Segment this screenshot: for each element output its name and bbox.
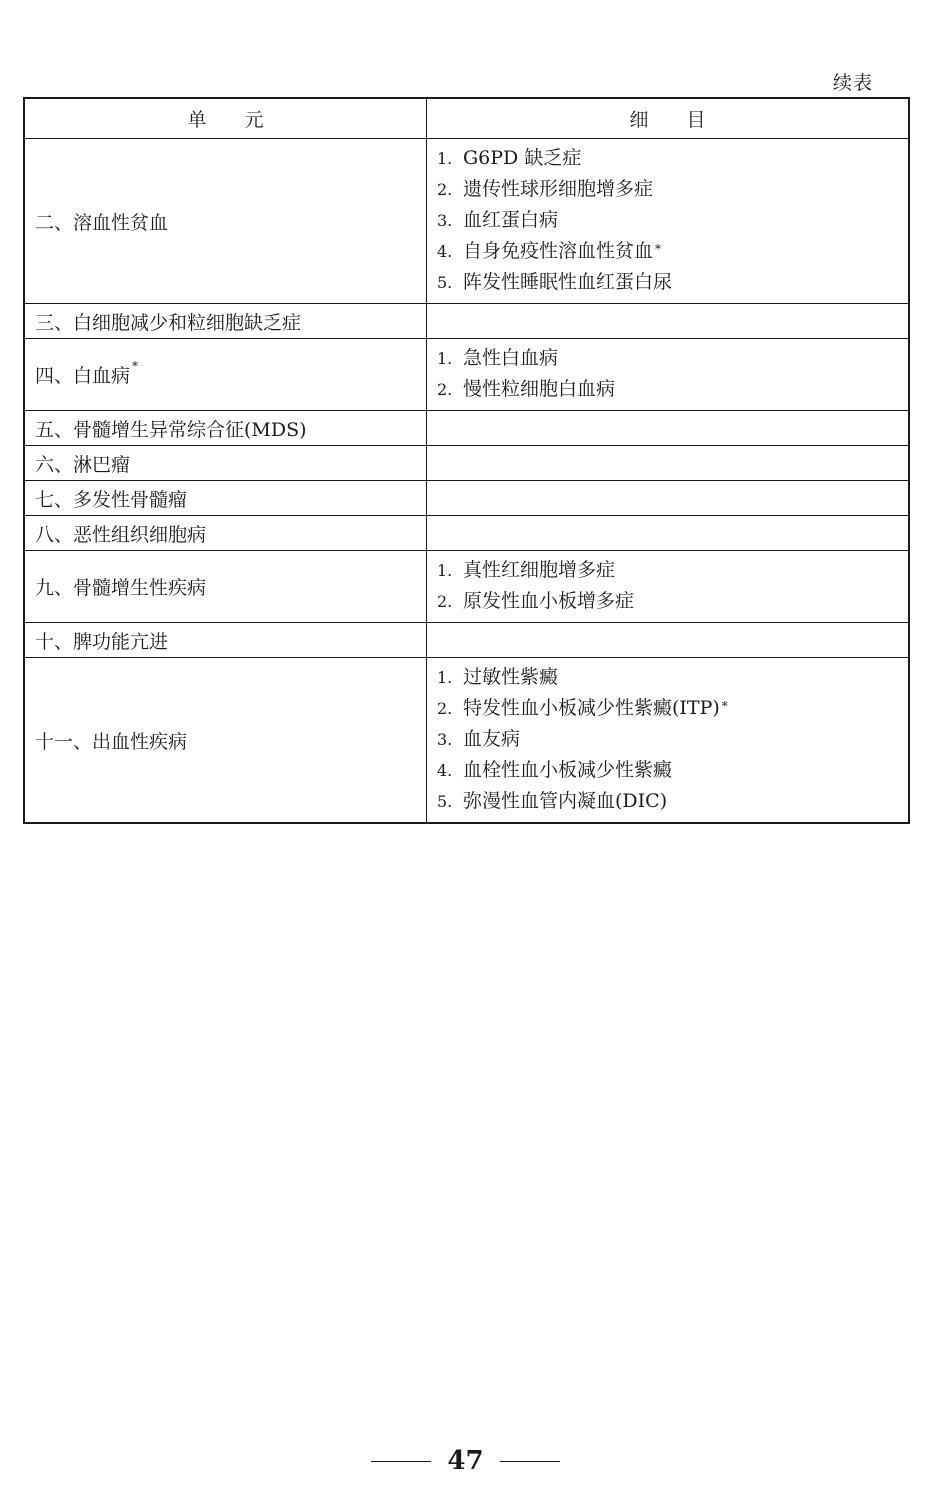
footer-rule-left [371, 1461, 431, 1462]
table-row [24, 623, 909, 658]
unit-cell [24, 411, 427, 446]
header-detail: 细 目 [427, 98, 910, 139]
list-item [437, 236, 898, 267]
item-number: 2. [437, 699, 453, 718]
detail-cell [427, 551, 910, 623]
header-unit: 单 元 [24, 98, 427, 139]
item-number: 4. [437, 242, 453, 261]
item-text: 急性白血病 [463, 347, 559, 369]
item-text: 原发性血小板增多症 [463, 590, 635, 612]
unit-text: 十、脾功能亢进 [35, 630, 169, 653]
table-row [24, 481, 909, 516]
table-row [24, 658, 909, 824]
unit-cell [24, 481, 427, 516]
item-number: 3. [437, 211, 453, 230]
item-text: 自身免疫性溶血性贫血 [463, 240, 654, 262]
unit-text: 十一、出血性疾病 [35, 730, 188, 753]
unit-text: 八、恶性组织细胞病 [35, 523, 207, 546]
item-number: 1. [437, 149, 453, 168]
list-item [437, 374, 898, 405]
list-item [437, 724, 898, 755]
syllabus-table [23, 97, 910, 824]
item-number: 2. [437, 592, 453, 611]
unit-text: 七、多发性骨髓瘤 [35, 488, 188, 511]
unit-text: 五、骨髓增生异常综合征(MDS) [35, 418, 307, 441]
detail-cell [427, 481, 910, 516]
table-row [24, 446, 909, 481]
item-text: 特发性血小板减少性紫癜(ITP) [463, 697, 720, 719]
unit-text: 九、骨髓增生性疾病 [35, 577, 207, 599]
list-item [437, 586, 898, 617]
list-item [437, 174, 898, 205]
table-row [24, 304, 909, 339]
detail-cell [427, 658, 910, 824]
item-number: 3. [437, 730, 453, 749]
list-item [437, 755, 898, 786]
table-row [24, 139, 909, 304]
table-row [24, 516, 909, 551]
item-number: 5. [437, 792, 453, 811]
item-number: 1. [437, 561, 453, 580]
table-header-row [24, 98, 909, 139]
item-number: 2. [437, 380, 453, 399]
page-number: 47 [447, 1446, 484, 1476]
table-row [24, 551, 909, 623]
list-item [437, 662, 898, 693]
unit-cell [24, 304, 427, 339]
detail-cell [427, 623, 910, 658]
item-number: 2. [437, 180, 453, 199]
detail-cell [427, 304, 910, 339]
page-footer [0, 1446, 931, 1476]
item-text: G6PD 缺乏症 [463, 147, 582, 169]
unit-cell [24, 446, 427, 481]
detail-cell [427, 339, 910, 411]
unit-cell [24, 516, 427, 551]
unit-text: 六、淋巴瘤 [35, 453, 131, 476]
list-item [437, 693, 898, 724]
key-point-mark: * [132, 359, 139, 373]
unit-cell [24, 139, 427, 304]
key-point-mark: * [655, 242, 662, 256]
detail-list [437, 339, 898, 410]
detail-cell [427, 516, 910, 551]
table-body [24, 139, 909, 824]
item-number: 4. [437, 761, 453, 780]
item-text: 血栓性血小板减少性紫癜 [463, 759, 673, 781]
detail-cell [427, 446, 910, 481]
unit-text: 三、白细胞减少和粒细胞缺乏症 [35, 311, 302, 334]
item-text: 遗传性球形细胞增多症 [463, 178, 654, 200]
item-number: 5. [437, 273, 453, 292]
detail-list [437, 551, 898, 622]
item-text: 血红蛋白病 [463, 209, 559, 231]
item-text: 真性红细胞增多症 [463, 559, 616, 581]
detail-cell [427, 411, 910, 446]
unit-cell [24, 551, 427, 623]
list-item [437, 555, 898, 586]
item-text: 阵发性睡眠性血红蛋白尿 [463, 271, 673, 293]
key-point-mark: * [721, 699, 728, 713]
unit-cell [24, 623, 427, 658]
item-text: 慢性粒细胞白血病 [463, 378, 616, 400]
unit-cell [24, 658, 427, 824]
item-number: 1. [437, 668, 453, 687]
list-item [437, 267, 898, 298]
unit-cell [24, 339, 427, 411]
list-item [437, 786, 898, 817]
detail-cell [427, 139, 910, 304]
detail-list [437, 139, 898, 303]
detail-list [437, 658, 898, 822]
unit-text: 二、溶血性贫血 [35, 211, 169, 234]
unit-text: 四、白血病 [35, 365, 131, 387]
item-number: 1. [437, 349, 453, 368]
list-item [437, 343, 898, 374]
table-row [24, 411, 909, 446]
footer-rule-right [500, 1461, 560, 1462]
table-row [24, 339, 909, 411]
list-item [437, 205, 898, 236]
item-text: 弥漫性血管内凝血(DIC) [463, 790, 668, 812]
list-item [437, 143, 898, 174]
item-text: 血友病 [463, 728, 521, 750]
continued-label: 续表 [832, 72, 873, 94]
item-text: 过敏性紫癜 [463, 666, 559, 688]
